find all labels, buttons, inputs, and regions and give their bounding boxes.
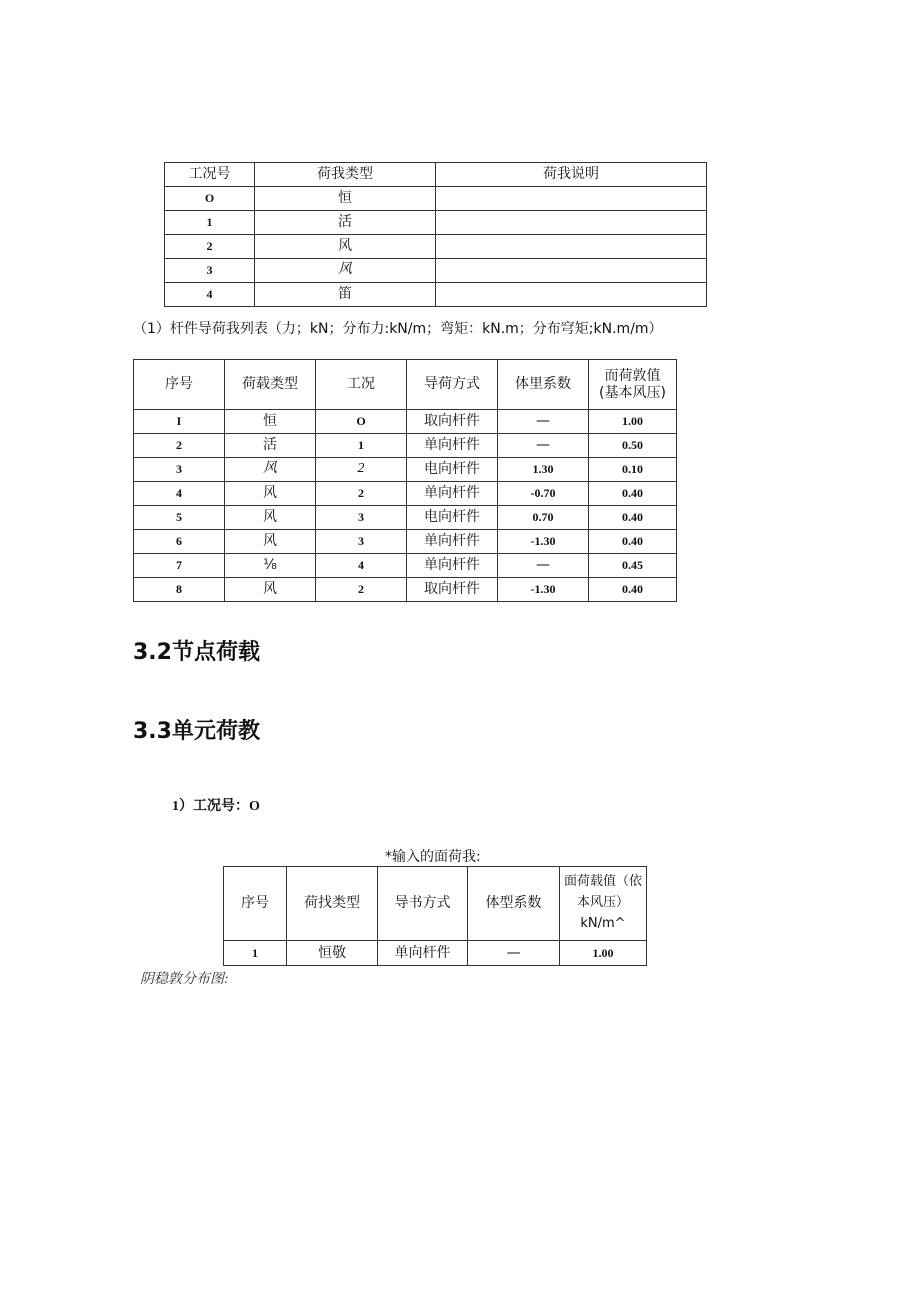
table-cell: 笛 [255,283,436,307]
table-cell: 风 [225,458,316,482]
col-header: 荷我类型 [255,163,436,187]
table-cell: 风 [225,506,316,530]
table-row [165,211,707,235]
table-cell [436,259,707,283]
table-cell: 0.40 [589,578,677,602]
table-cell: 0.40 [589,482,677,506]
table-cell: 1 [316,434,407,458]
table-cell: 单向杆件 [407,530,498,554]
table-cell: 恒敬 [287,941,378,966]
table-cell: 2 [316,482,407,506]
table-cell: 风 [225,530,316,554]
member-load-table [133,359,677,602]
table-row [165,259,707,283]
table-cell: I [134,410,225,434]
col-header: 而荷敦值 (基本风压) [589,360,677,410]
table-cell: 活 [255,211,436,235]
table-cell: 单向杆件 [407,554,498,578]
table-cell: — [468,941,560,966]
figure-caption: 阴稳敦分布图: [140,972,229,987]
table-cell: — [498,434,589,458]
col-header: 体型系数 [468,867,560,941]
col-header: 荷载类型 [225,360,316,410]
table-cell: 3 [134,458,225,482]
table-cell: 1 [165,211,255,235]
table-cell: O [316,410,407,434]
section-heading: 3.3单元荷教 [133,719,260,744]
table-cell: 恒 [225,410,316,434]
table-cell: ⅛ [225,554,316,578]
table-cell: 1 [224,941,287,966]
col-header: 荷我说明 [436,163,707,187]
table-cell: — [498,410,589,434]
col-header: 体里系数 [498,360,589,410]
table-row [134,530,677,554]
col-header: 序号 [134,360,225,410]
table-cell: 恒 [255,187,436,211]
table-cell: 0.40 [589,530,677,554]
col-header: 导书方式 [378,867,468,941]
table-cell: 7 [134,554,225,578]
table-row [134,434,677,458]
table-caption: （1）杆件导荷我列表（力；kN；分布力:kN/m；弯矩：kN.m；分布穹矩;kN.m/m） [133,321,663,337]
table-cell: 电向杆件 [407,458,498,482]
load-case-table [164,162,707,307]
table-row [134,506,677,530]
table-cell: 风 [255,259,436,283]
table-row [134,554,677,578]
table-cell: 2 [316,578,407,602]
table-cell: O [165,187,255,211]
table-cell [436,187,707,211]
table-cell: 3 [316,506,407,530]
table-cell: 风 [225,578,316,602]
table-cell: 6 [134,530,225,554]
table-cell: 2 [134,434,225,458]
table-cell [436,283,707,307]
table-cell: 取向杆件 [407,410,498,434]
table-cell: 4 [165,283,255,307]
table-cell: -1.30 [498,578,589,602]
table-cell: 1.00 [589,410,677,434]
col-header: 序号 [224,867,287,941]
table-cell: 0.40 [589,506,677,530]
table-cell: 4 [316,554,407,578]
table-cell: 0.10 [589,458,677,482]
table-row [134,458,677,482]
table-cell: -0.70 [498,482,589,506]
table-row [134,578,677,602]
table-cell: 2 [316,458,407,482]
table-cell: 活 [225,434,316,458]
table-cell: 2 [165,235,255,259]
table-header-row [165,163,707,187]
table-cell: 5 [134,506,225,530]
table-cell: 3 [165,259,255,283]
table-cell: 4 [134,482,225,506]
table-cell: 0.45 [589,554,677,578]
table-cell: 风 [225,482,316,506]
table-cell: 电向杆件 [407,506,498,530]
load-case-label: 1）工况号：O [172,799,260,814]
table-caption: *输入的面荷我: [385,849,481,865]
table-row [224,941,647,966]
table-cell [436,211,707,235]
table-row [165,235,707,259]
table-cell: 单向杆件 [407,434,498,458]
table-row [165,283,707,307]
table-row [134,482,677,506]
table-cell: 风 [255,235,436,259]
table-cell: 1.30 [498,458,589,482]
table-cell: 3 [316,530,407,554]
table-row [165,187,707,211]
table-cell: — [498,554,589,578]
table-cell: 8 [134,578,225,602]
table-header-row [134,360,677,410]
table-cell: 单向杆件 [378,941,468,966]
col-header: 工况号 [165,163,255,187]
table-cell: -1.30 [498,530,589,554]
table-cell: 0.50 [589,434,677,458]
table-cell [436,235,707,259]
surface-load-table [223,866,647,966]
table-cell: 1.00 [560,941,647,966]
col-header: 荷找类型 [287,867,378,941]
col-header: 导荷方式 [407,360,498,410]
table-cell: 0.70 [498,506,589,530]
col-header: 工况 [316,360,407,410]
table-cell: 取向杆件 [407,578,498,602]
section-heading: 3.2节点荷载 [133,640,260,665]
table-cell: 单向杆件 [407,482,498,506]
table-header-row [224,867,647,941]
col-header: 面荷载值（依 本风压） kN/m^ [560,867,647,941]
table-row [134,410,677,434]
